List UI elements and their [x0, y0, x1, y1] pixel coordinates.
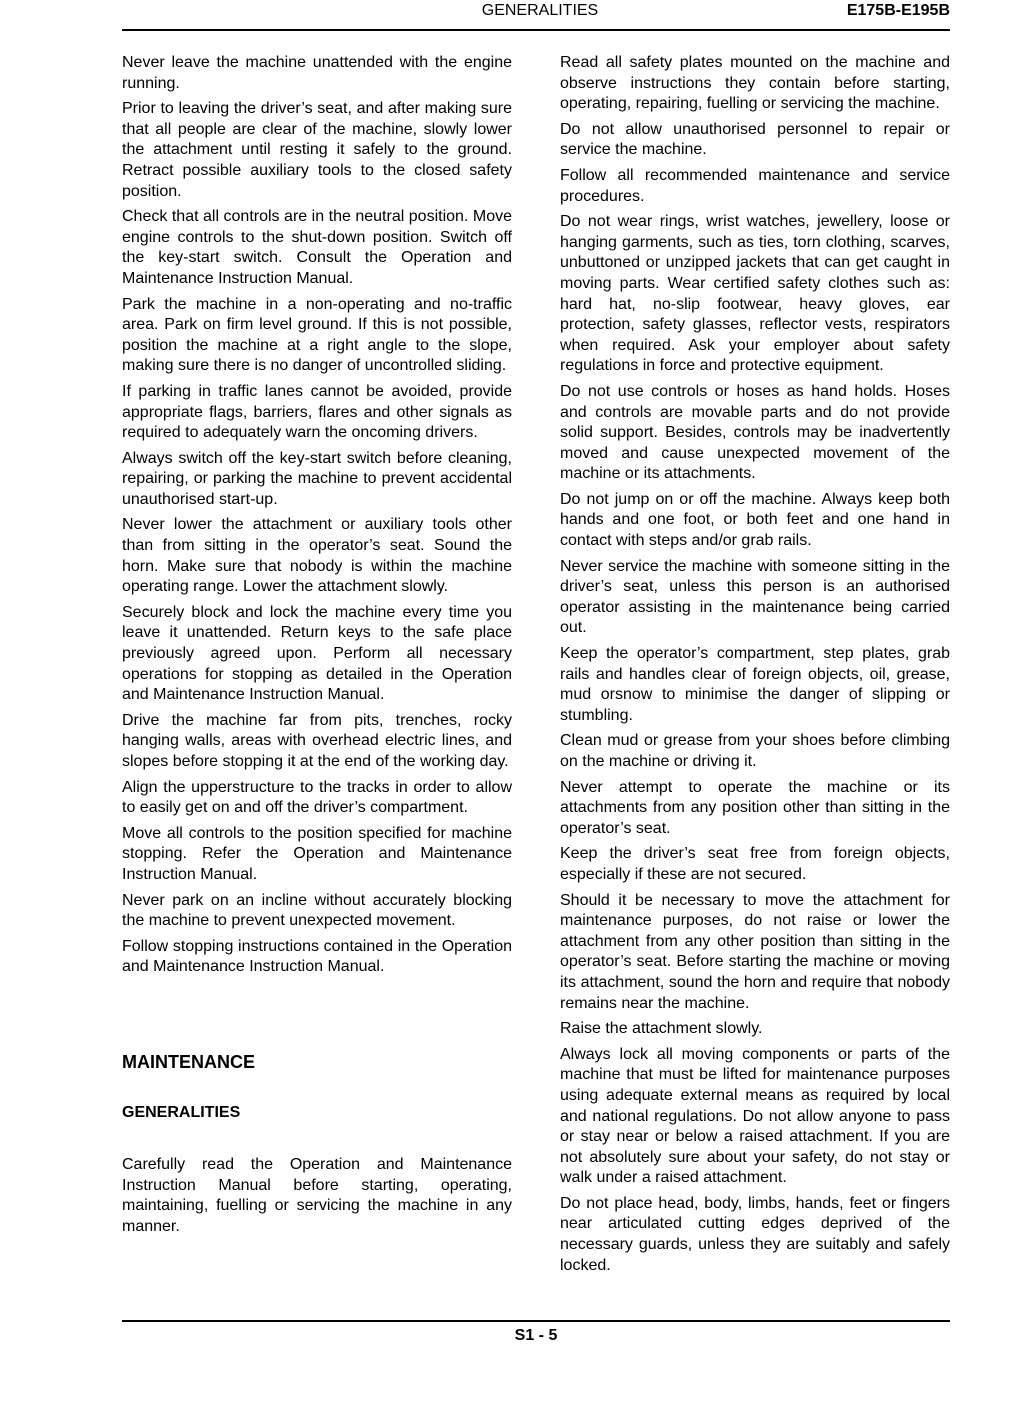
paragraph: Do not wear rings, wrist watches, jewellery, loose or hanging garments, such as ties, torn clothing, scarves, unbuttoned or unzipped jackets that can get caught in moving parts. Wear certified safety clothes such as: hard hat, no-slip footwear, heavy gloves, ear protection, safety glasses, reflector vests, respirators when required. Ask your employer about safety regulations in force and protective equipment.	[560, 213, 950, 375]
paragraph: If parking in traffic lanes cannot be avoided, provide appropriate flags, barriers, flares and other signals as required to adequately warn the oncoming drivers.	[122, 382, 512, 442]
paragraph: Read all safety plates mounted on the machine and observe instructions they contain before starting, operating, repairing, fuelling or servicing the machine.	[560, 54, 950, 113]
section-heading-maintenance: MAINTENANCE	[122, 1051, 255, 1072]
paragraph: Do not place head, body, limbs, hands, feet or fingers near articulated cutting edges deprived of the necessary guards, unless they are suitably and safely locked.	[560, 1194, 950, 1274]
paragraph: Always lock all moving components or parts of the machine that must be lifted for maintenance purposes using adequate external means as required by local and national regulations. Do not allow anyone to pass or stay near or below a raised attachment. If you are not absolutely sure about your safety, do not stay or walk under a raised attachment.	[560, 1045, 950, 1187]
paragraph: Do not allow unauthorised personnel to repair or service the machine.	[560, 120, 950, 159]
paragraph: Never lower the attachment or auxiliary tools other than from sitting in the operator’s seat. Sound the horn. Make sure that nobody is within the machine operating range. Lower the attachment slowly.	[122, 516, 512, 596]
page-number: S1 - 5	[514, 1327, 558, 1344]
paragraph: Never attempt to operate the machine or its attachments from any position other than sitting in the operator’s seat.	[560, 778, 950, 837]
paragraph: Do not use controls or hoses as hand holds. Hoses and controls are movable parts and do not provide solid support. Besides, controls may be inadvertently moved and cause unexpected movement of the machine or its attachments.	[560, 382, 950, 483]
header-rule	[122, 29, 950, 31]
paragraph: Park the machine in a non-operating and no-traffic area. Park on firm level ground. If this is not possible, position the machine at a right angle to the slope, making sure there is no danger of uncontrolled sliding.	[122, 295, 512, 375]
footer-rule	[122, 1320, 950, 1322]
paragraph: Never park on an incline without accurately blocking the machine to prevent unexpected movement.	[122, 891, 512, 930]
paragraph: Carefully read the Operation and Maintenance Instruction Manual before starting, operating, maintaining, fuelling or servicing the machine in any manner.	[122, 1155, 512, 1235]
header-section-title: GENERALITIES	[481, 2, 599, 19]
paragraph: Clean mud or grease from your shoes before climbing on the machine or driving it.	[560, 732, 950, 770]
paragraph: Check that all controls are in the neutral position. Move engine controls to the shut-down position. Switch off the key-start switch. Consult the Operation and Maintenance Instruction Manual.	[122, 208, 512, 287]
paragraph: Always switch off the key-start switch before cleaning, repairing, or parking the machine to prevent accidental unauthorised start-up.	[122, 449, 512, 508]
paragraph: Should it be necessary to move the attachment for maintenance purposes, do not raise or lower the attachment from any other position than sitting in the operator’s seat. Before starting the machine or moving its attachment, sound the horn and require that nobody remains near the machine.	[560, 891, 950, 1012]
paragraph: Never leave the machine unattended with the engine running.	[122, 54, 512, 92]
paragraph: Keep the operator’s compartment, step plates, grab rails and handles clear of foreign objects, oil, grease, mud orsnow to minimise the danger of slipping or stumbling.	[560, 645, 950, 724]
left-column	[122, 53, 512, 1242]
paragraph: Securely block and lock the machine every time you leave it unattended. Return keys to the safe place previously agreed upon. Perform all necessary operations for stopping as detailed in the Operation and Maintenance Instruction Manual.	[122, 603, 512, 704]
paragraph: Align the upperstructure to the tracks in order to allow to easily get on and off the driver’s compartment.	[122, 778, 512, 817]
paragraph: Keep the driver’s seat free from foreign objects, especially if these are not secured.	[560, 845, 950, 883]
paragraph: Move all controls to the position specified for machine stopping. Refer the Operation and Maintenance Instruction Manual.	[122, 824, 512, 883]
subsection-heading-generalities: GENERALITIES	[122, 1103, 241, 1121]
paragraph: Do not jump on or off the machine. Always keep both hands and one foot, or both feet and one hand in contact with steps and/or grab rails.	[560, 490, 950, 550]
header-model-code: E175B-E195B	[846, 2, 950, 19]
paragraph: Follow all recommended maintenance and service procedures.	[560, 166, 950, 205]
paragraph: Follow stopping instructions contained in the Operation and Maintenance Instruction Manual.	[122, 937, 512, 976]
paragraph: Never service the machine with someone sitting in the driver’s seat, unless this person is an authorised operator assisting in the maintenance being carried out.	[560, 557, 950, 637]
right-column	[560, 53, 950, 1281]
paragraph: Drive the machine far from pits, trenches, rocky hanging walls, areas with overhead electric lines, and slopes before stopping it at the end of the working day.	[122, 711, 512, 770]
paragraph: Prior to leaving the driver’s seat, and after making sure that all people are clear of the machine, slowly lower the attachment until resting it safely to the ground. Retract possible auxiliary tools to the closed safety position.	[122, 100, 512, 200]
paragraph: Raise the attachment slowly.	[560, 1020, 763, 1038]
